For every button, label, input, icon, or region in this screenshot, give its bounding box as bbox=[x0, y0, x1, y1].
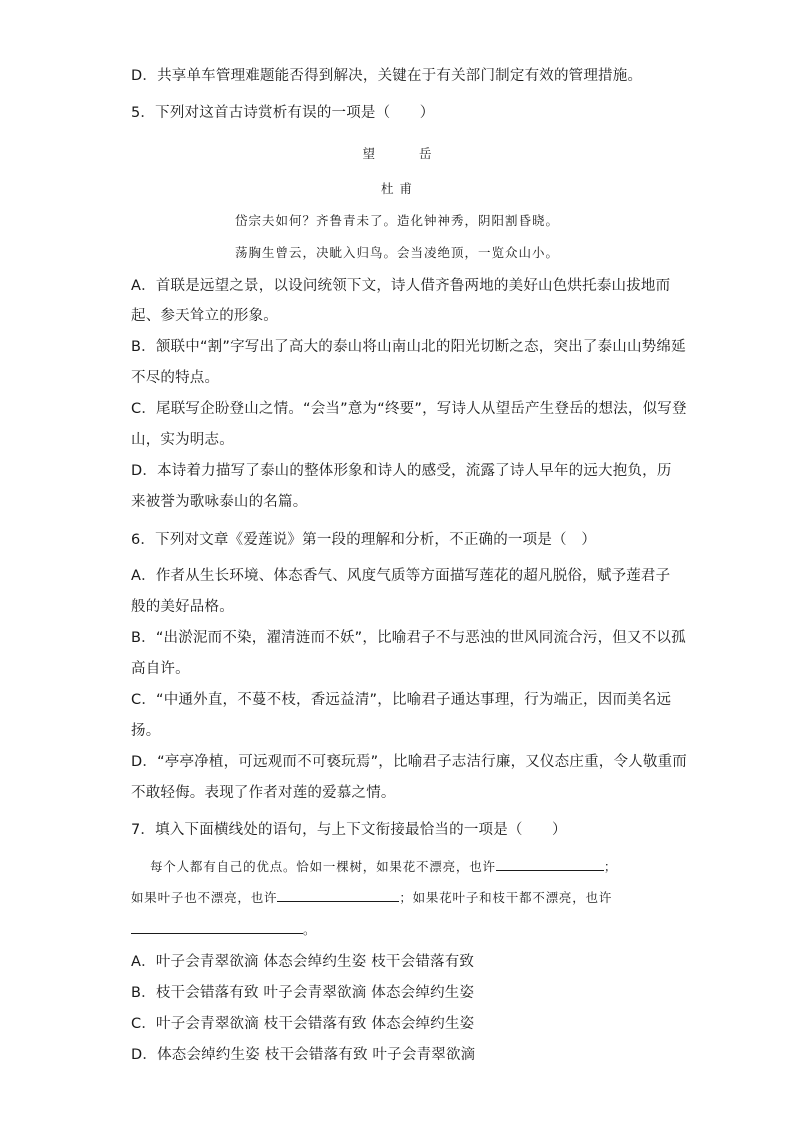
q7-passage-text-2b: ；如果花叶子和枝干都不漂亮，也许 bbox=[399, 890, 613, 905]
q7-option-d: D．体态会绰约生姿 枝干会错落有致 叶子会青翠欲滴 bbox=[131, 1047, 476, 1063]
q5-option-b: B．颔联中“割”字写出了高大的泰山将山南山北的阳光切断之态，突出了泰山山势绵延 bbox=[131, 339, 686, 355]
q7-option-b: B．枝干会错落有致 叶子会青翠欲滴 体态会绰约生姿 bbox=[131, 985, 475, 1001]
q6-stem: 6．下列对文章《爱莲说》第一段的理解和分析，不正确的一项是（ ） bbox=[131, 532, 597, 548]
q5-option-a-cont: 起、参天耸立的形象。 bbox=[131, 308, 278, 324]
q6-option-a: A．作者从生长环境、体态香气、风度气质等方面描写莲花的超凡脱俗，赋予莲君子 bbox=[131, 568, 671, 584]
poem-line-2: 荡胸生曾云，决眦入归鸟。会当凌绝顶，一览众山小。 bbox=[234, 245, 559, 260]
q6-option-b-cont: 高自许。 bbox=[131, 661, 190, 677]
answer-blank-3 bbox=[131, 920, 303, 934]
poem-title bbox=[0, 145, 794, 163]
q6-option-a-cont: 般的美好品格。 bbox=[131, 599, 234, 615]
q7-option-c: C．叶子会青翠欲滴 枝干会错落有致 体态会绰约生姿 bbox=[131, 1016, 475, 1032]
q7-passage-line-2 bbox=[131, 888, 612, 907]
poem-author: 杜 甫 bbox=[381, 181, 413, 196]
q6-option-c-cont: 扬。 bbox=[131, 723, 161, 739]
q5-option-d-cont: 来被誉为歌咏泰山的名篇。 bbox=[131, 494, 308, 510]
q7-passage-text-1: 每个人都有自己的优点。恰如一棵树，如果花不漂亮，也许 bbox=[150, 859, 496, 874]
q5-option-d: D．本诗着力描写了泰山的整体形象和诗人的感受，流露了诗人早年的远大抱负，历 bbox=[131, 463, 672, 479]
q5-stem: 5．下列对这首古诗赏析有误的一项是（ ） bbox=[131, 105, 435, 121]
answer-blank-2 bbox=[277, 888, 399, 902]
poem-title-char-2: 岳 bbox=[419, 146, 432, 161]
q7-passage-semicolon-1: ； bbox=[603, 859, 618, 874]
q7-passage-line-3 bbox=[131, 920, 316, 939]
q7-option-a: A．叶子会青翠欲滴 体态会绰约生姿 枝干会错落有致 bbox=[131, 954, 475, 970]
q4-option-d: D．共享单车管理难题能否得到解决，关键在于有关部门制定有效的管理措施。 bbox=[131, 68, 643, 84]
poem-title-char-1: 望 bbox=[362, 146, 375, 161]
q5-option-c: C．尾联写企盼登山之情。“会当”意为“终要”，写诗人从望岳产生登岳的想法，似写登 bbox=[131, 401, 687, 417]
q6-option-c: C．“中通外直，不蔓不枝，香远益清”，比喻君子通达事理，行为端正，因而美名远 bbox=[131, 692, 672, 708]
q6-option-b: B．“出淤泥而不染，濯清涟而不妖”，比喻君子不与恶浊的世风同流合污，但又不以孤 bbox=[131, 630, 686, 646]
answer-blank-1 bbox=[496, 857, 604, 871]
q7-passage-line-1 bbox=[150, 857, 617, 876]
q7-passage-period: 。 bbox=[303, 922, 317, 937]
q6-option-d-cont: 不敢轻侮。表现了作者对莲的爱慕之情。 bbox=[131, 785, 396, 801]
q5-option-c-cont: 山，实为明志。 bbox=[131, 432, 234, 448]
q7-passage-text-2a: 如果叶子也不漂亮，也许 bbox=[131, 890, 278, 905]
poem-line-1: 岱宗夫如何？齐鲁青未了。造化钟神秀，阴阳割昏晓。 bbox=[234, 213, 559, 228]
q7-stem: 7．填入下面横线处的语句，与上下文衔接最恰当的一项是（ ） bbox=[131, 822, 567, 838]
q6-option-d: D．“亭亭净植，可远观而不可亵玩焉”，比喻君子志洁行廉，又仪态庄重，令人敬重而 bbox=[131, 754, 687, 770]
q5-option-a: A．首联是远望之景，以设问统领下文，诗人借齐鲁两地的美好山色烘托泰山拔地而 bbox=[131, 278, 671, 294]
q5-option-b-cont: 不尽的特点。 bbox=[131, 370, 220, 386]
